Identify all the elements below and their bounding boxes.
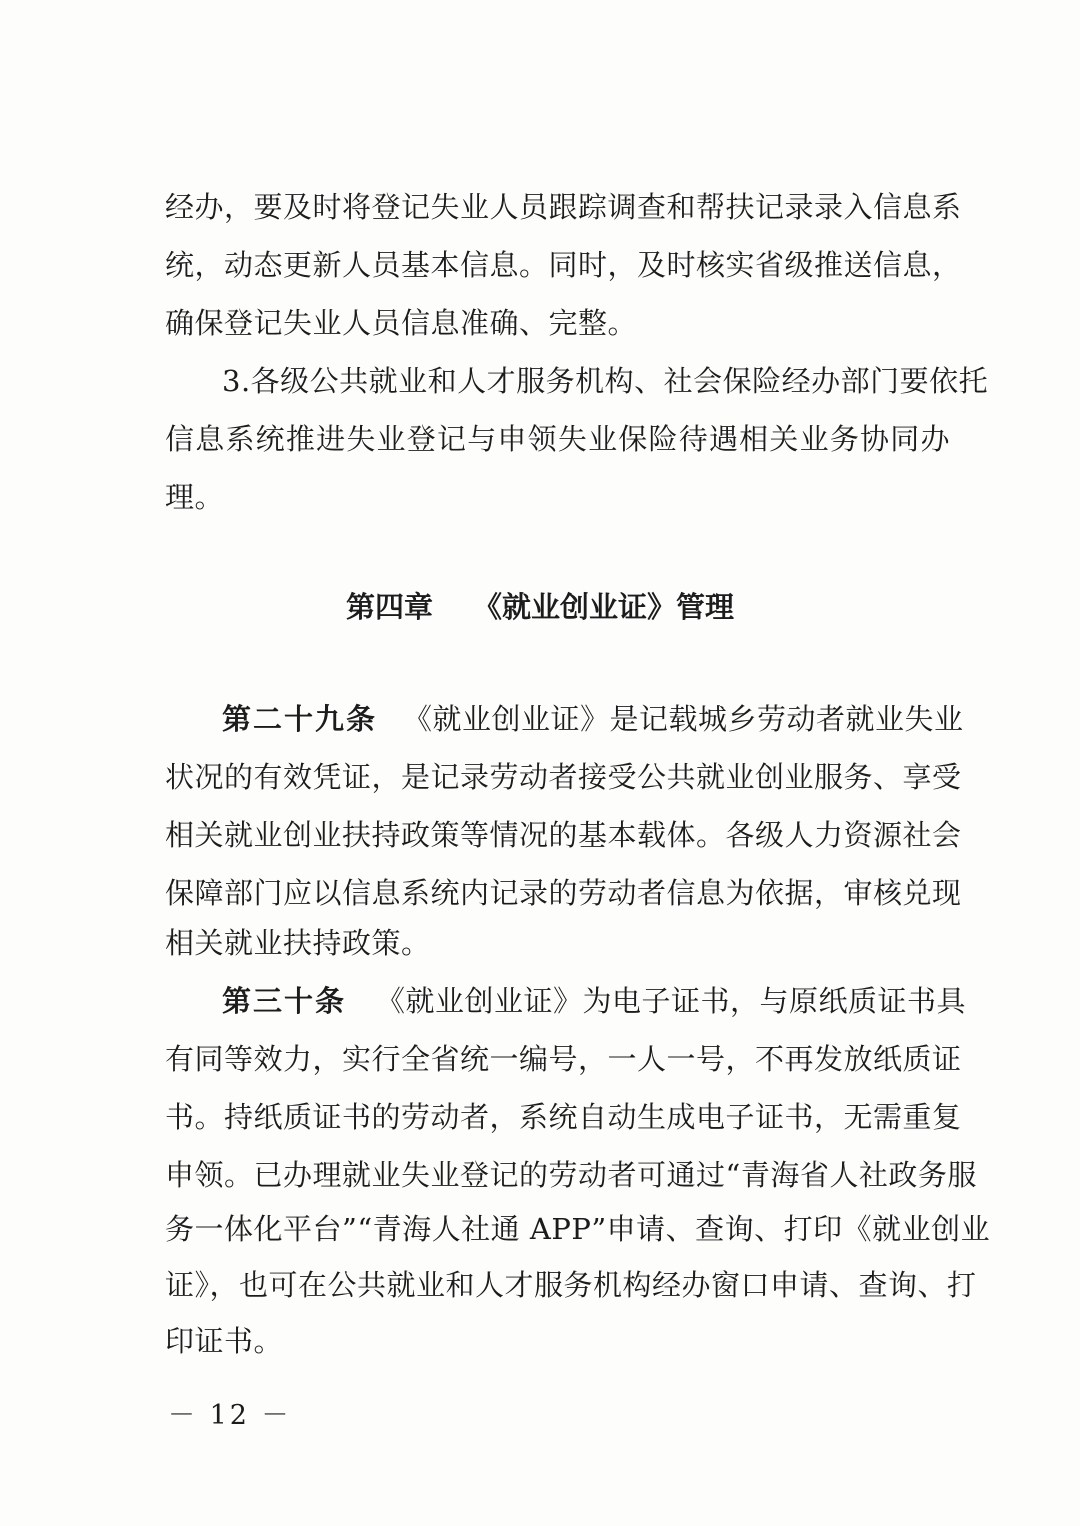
article-29-line: 相关就业扶持政策。: [165, 926, 431, 960]
chapter-heading: [0, 578, 1080, 636]
paragraph-line: 统，动态更新人员基本信息。同时，及时核实省级推送信息，: [165, 248, 962, 282]
paragraph-line: 经办，要及时将登记失业人员跟踪调查和帮扶记录录入信息系: [165, 190, 962, 224]
page-number: － 12 －: [168, 1400, 292, 1431]
item-3-line: 3.各级公共就业和人才服务机构、社会保险经办部门要依托: [222, 364, 989, 398]
article-30-label: 第三十条: [222, 984, 347, 1018]
article-29-line: 状况的有效凭证，是记录劳动者接受公共就业创业服务、享受: [165, 760, 962, 794]
article-29-line: 相关就业创业扶持政策等情况的基本载体。各级人力资源社会: [165, 818, 962, 852]
article-30-line: 务一体化平台”“青海人社通 APP”申请、查询、打印《就业创业: [165, 1212, 991, 1246]
chapter-title: 《就业创业证》管理: [473, 590, 735, 624]
article-30-line: 申领。已办理就业失业登记的劳动者可通过“青海省人社政务服: [165, 1158, 977, 1192]
article-29-label: 第二十九条: [222, 702, 378, 736]
article-30-line: 有同等效力，实行全省统一编号，一人一号，不再发放纸质证: [165, 1042, 962, 1076]
item-3-line: 理。: [165, 480, 225, 514]
article-30-line: 印证书。: [165, 1324, 284, 1358]
item-3-line: 信息系统推进失业登记与申领失业保险待遇相关业务协同办: [165, 422, 950, 456]
article-30-text: 《就业创业证》为电子证书，与原纸质证书具: [376, 984, 967, 1018]
article-29-first-line: [222, 690, 964, 748]
article-29-line: 保障部门应以信息系统内记录的劳动者信息为依据，审核兑现: [165, 876, 962, 910]
article-29-text: 《就业创业证》是记载城乡劳动者就业失业: [403, 702, 964, 736]
article-30-line: 证》，也可在公共就业和人才服务机构经办窗口申请、查询、打: [165, 1268, 977, 1302]
paragraph-line: 确保登记失业人员信息准确、完整。: [165, 306, 638, 340]
chapter-number: 第四章: [345, 590, 433, 624]
article-30-line: 书。持纸质证书的劳动者，系统自动生成电子证书，无需重复: [165, 1100, 962, 1134]
article-30-first-line: [222, 972, 967, 1030]
